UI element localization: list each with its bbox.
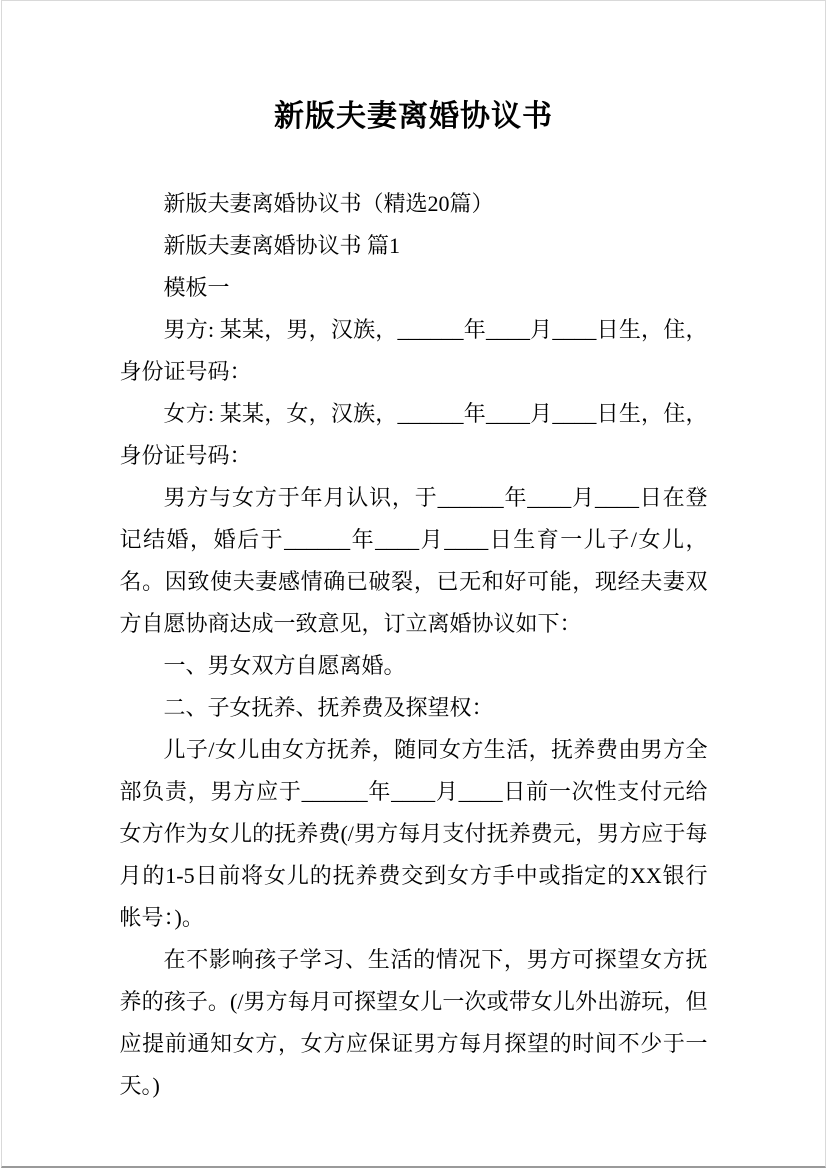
paragraph: 模板一 [163, 275, 230, 300]
document-body [120, 183, 708, 1107]
paragraph: 二、子女抚养、抚养费及探望权： [163, 695, 494, 720]
paragraph: 女方: 某某，女，汉族，______年____月____日生，住，身份证号码： [119, 401, 708, 468]
document-title: 新版夫妻离婚协议书 [274, 100, 553, 133]
paragraph: 男方与女方于年月认识，于______年____月____日在登记结婚，婚后于______年____月____日生育一儿子/女儿，名。因致使夫妻感情确已破裂，已无和好可能，现经夫妻双方自愿协商达成一致意见，订立离婚协议如下： [119, 485, 708, 636]
paragraph: 新版夫妻离婚协议书（精选20篇） [163, 191, 494, 216]
document-page [1, 0, 826, 1168]
paragraph: 一、男女双方自愿离婚。 [163, 653, 406, 678]
paragraph: 男方: 某某，男，汉族，______年____月____日生，住，身份证号码： [119, 317, 708, 384]
paragraph: 在不影响孩子学习、生活的情况下，男方可探望女方抚养的孩子。(/男方每月可探望女儿一次或带女儿外出游玩，但应提前通知女方，女方应保证男方每月探望的时间不少于一天。) [119, 947, 708, 1098]
paragraph: 新版夫妻离婚协议书 篇1 [163, 233, 401, 258]
paragraph: 儿子/女儿由女方抚养，随同女方生活，抚养费由男方全部负责，男方应于______年____月____日前一次性支付元给女方作为女儿的抚养费(/男方每月支付抚养费元，男方应于每月的1-5日前将女儿的抚养费交到女方手中或指定的XX银行帐号：)。 [119, 737, 708, 930]
